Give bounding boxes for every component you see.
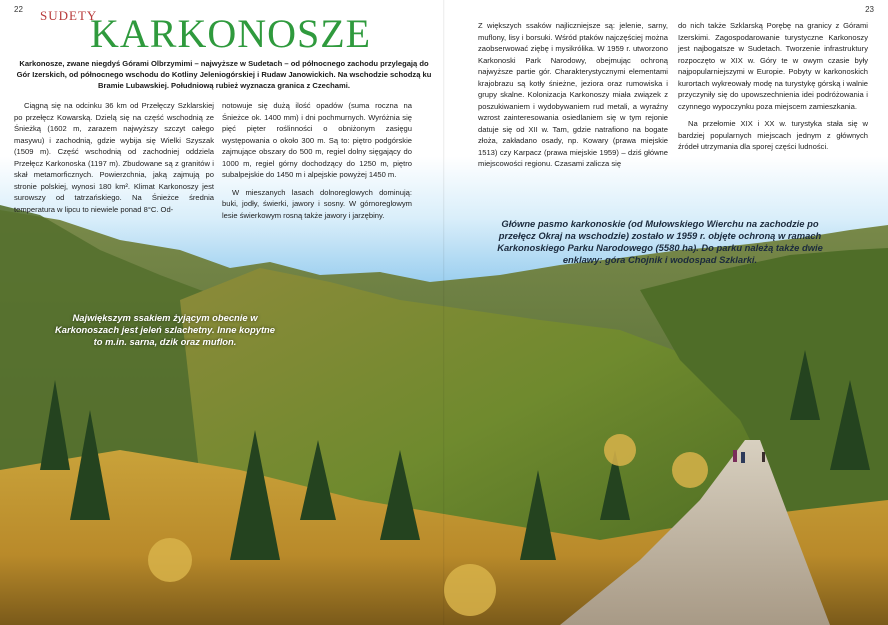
paragraph: Ciągną się na odcinku 36 km od Przełęczy Szklarskiej po przełęcz Kowarską. Dzielą się na część wschodnią ze Śnieżką (1602 m, zarazem najwyższy szczyt całego masywu) i zachodnią, gdzie wybija się Wielki Szyszak (1509 m). Część wschodnią od zachodniej oddziela Przełęcz Karkonoska (1197 m). Zbudowane są z granitów i skał metamorficznych. Powierzchnia, jaką zajmują po stronie polskiej, wynosi 180 km². Klimat Karkonoszy jest surowszy od tatrzańskiego. Na Śnieżce średnia temperatura w lipcu to niewiele ponad 8°C. Od- [14, 101, 214, 214]
lead-paragraph: Karkonosze, zwane niegdyś Górami Olbrzymimi – najwyższe w Sudetach – od północnego zachodu przylegają do Gór Izerskich, od północnego wschodu do Kotliny Jeleniogórskiej i Rudaw Janowickich. Na wschodzie schodzą ku Bramie Lubawskiej. Południową rubież wyznacza granica z Czechami. [16, 59, 432, 90]
text-column-2 [222, 100, 412, 221]
section-label: SUDETY [40, 8, 98, 23]
left-page-number: 22 [14, 5, 23, 14]
text-column-3 [478, 20, 668, 170]
text-column-1 [14, 100, 214, 215]
paragraph: do nich także Szklarską Porębę na granicy z Górami Izerskimi. Zagospodarowanie turystyczne Karkonoszy jest najbogatsze w Sudetach. Tworzenie infrastruktury rozpoczęto w XIX w. Góry te w owym czasie były najpopularniejszymi w Europie. Pobyty w karkonoskich kurortach wykreowały modę na turystykę górską i walnie przyczyniły się do upowszechnienia idei podróżowania i czynnego wypoczynku poza miejscem zamieszkania. [678, 21, 868, 111]
paragraph: notowuje się dużą ilość opadów (suma roczna na Śnieżce ok. 1400 mm) i dni pochmurnych. Wyróżnia się pięć pięter roślinności o obniżonym zasięgu występowania o około 300 m. Są to: piętro podgórskie zajmujące obszary do 500 m, regiel dolny sięgający do 1000 m, regiel górny dochodzący do 1250 m, piętro subalpejskie do 1450 m i alpejskie powyżej 1450 m. [222, 101, 412, 179]
paragraph: Z większych ssaków najliczniejsze są: jelenie, sarny, muflony, lisy i borsuki. Wśród ptaków najczęściej można zaobserwować ziębę i mysikrólika. W 1959 r. utworzono Karkonoski Park Narodowy, obejmując ochroną najwyższe partie gór. Charakterystycznymi elementami krajobrazu są kotły śnieżne, jeziora oraz rumowiska i grupy skalne. Kolonizacja Karkonoszy miała związek z poszukiwaniem i wydobywaniem rud metali, a wyraźny wzrost zainteresowania osiedlaniem się w tym rejonie datuje się od XII w. Tam, gdzie natrafiono na bogate złoża, zakładano osady, np. Kowary (prawa miejskie 1513) czy Karpacz (prawa miejskie 1959) – dziś główne miejscowości regionu. Czasami zalicza się [478, 21, 668, 168]
page-title: KARKONOSZE [90, 11, 372, 56]
page-spine [443, 0, 445, 625]
photo-caption-right: Główne pasmo karkonoskie (od Mułowskiego Wierchu na zachodzie po przełęcz Okraj na wschodzie) zostało w 1959 r. objęte ochroną w ramach Karkonoskiego Parku Narodowego (5580 ha). Do parku należą także dwie enklawy: góra Chojnik i wodospad Szklarki. [497, 218, 823, 265]
paragraph: W mieszanych lasach dolnoreglowych dominują: buki, jodły, świerki, jawory i sosny. W górnoreglowym lesie świerkowym rosną także jawory i jarzębiny. [222, 187, 412, 220]
right-page-number: 23 [865, 5, 874, 14]
paragraph: Na przełomie XIX i XX w. turystyka stała się w bardziej popularnych miejscach jednym z głównych źródeł utrzymania dla sporej części ludności. [678, 119, 868, 151]
text-column-4 [678, 20, 868, 153]
photo-caption-left: Największym ssakiem żyjącym obecnie w Karkonoszach jest jeleń szlachetny. Inne kopytne to m.in. sarna, dzik oraz muflon. [54, 312, 276, 347]
